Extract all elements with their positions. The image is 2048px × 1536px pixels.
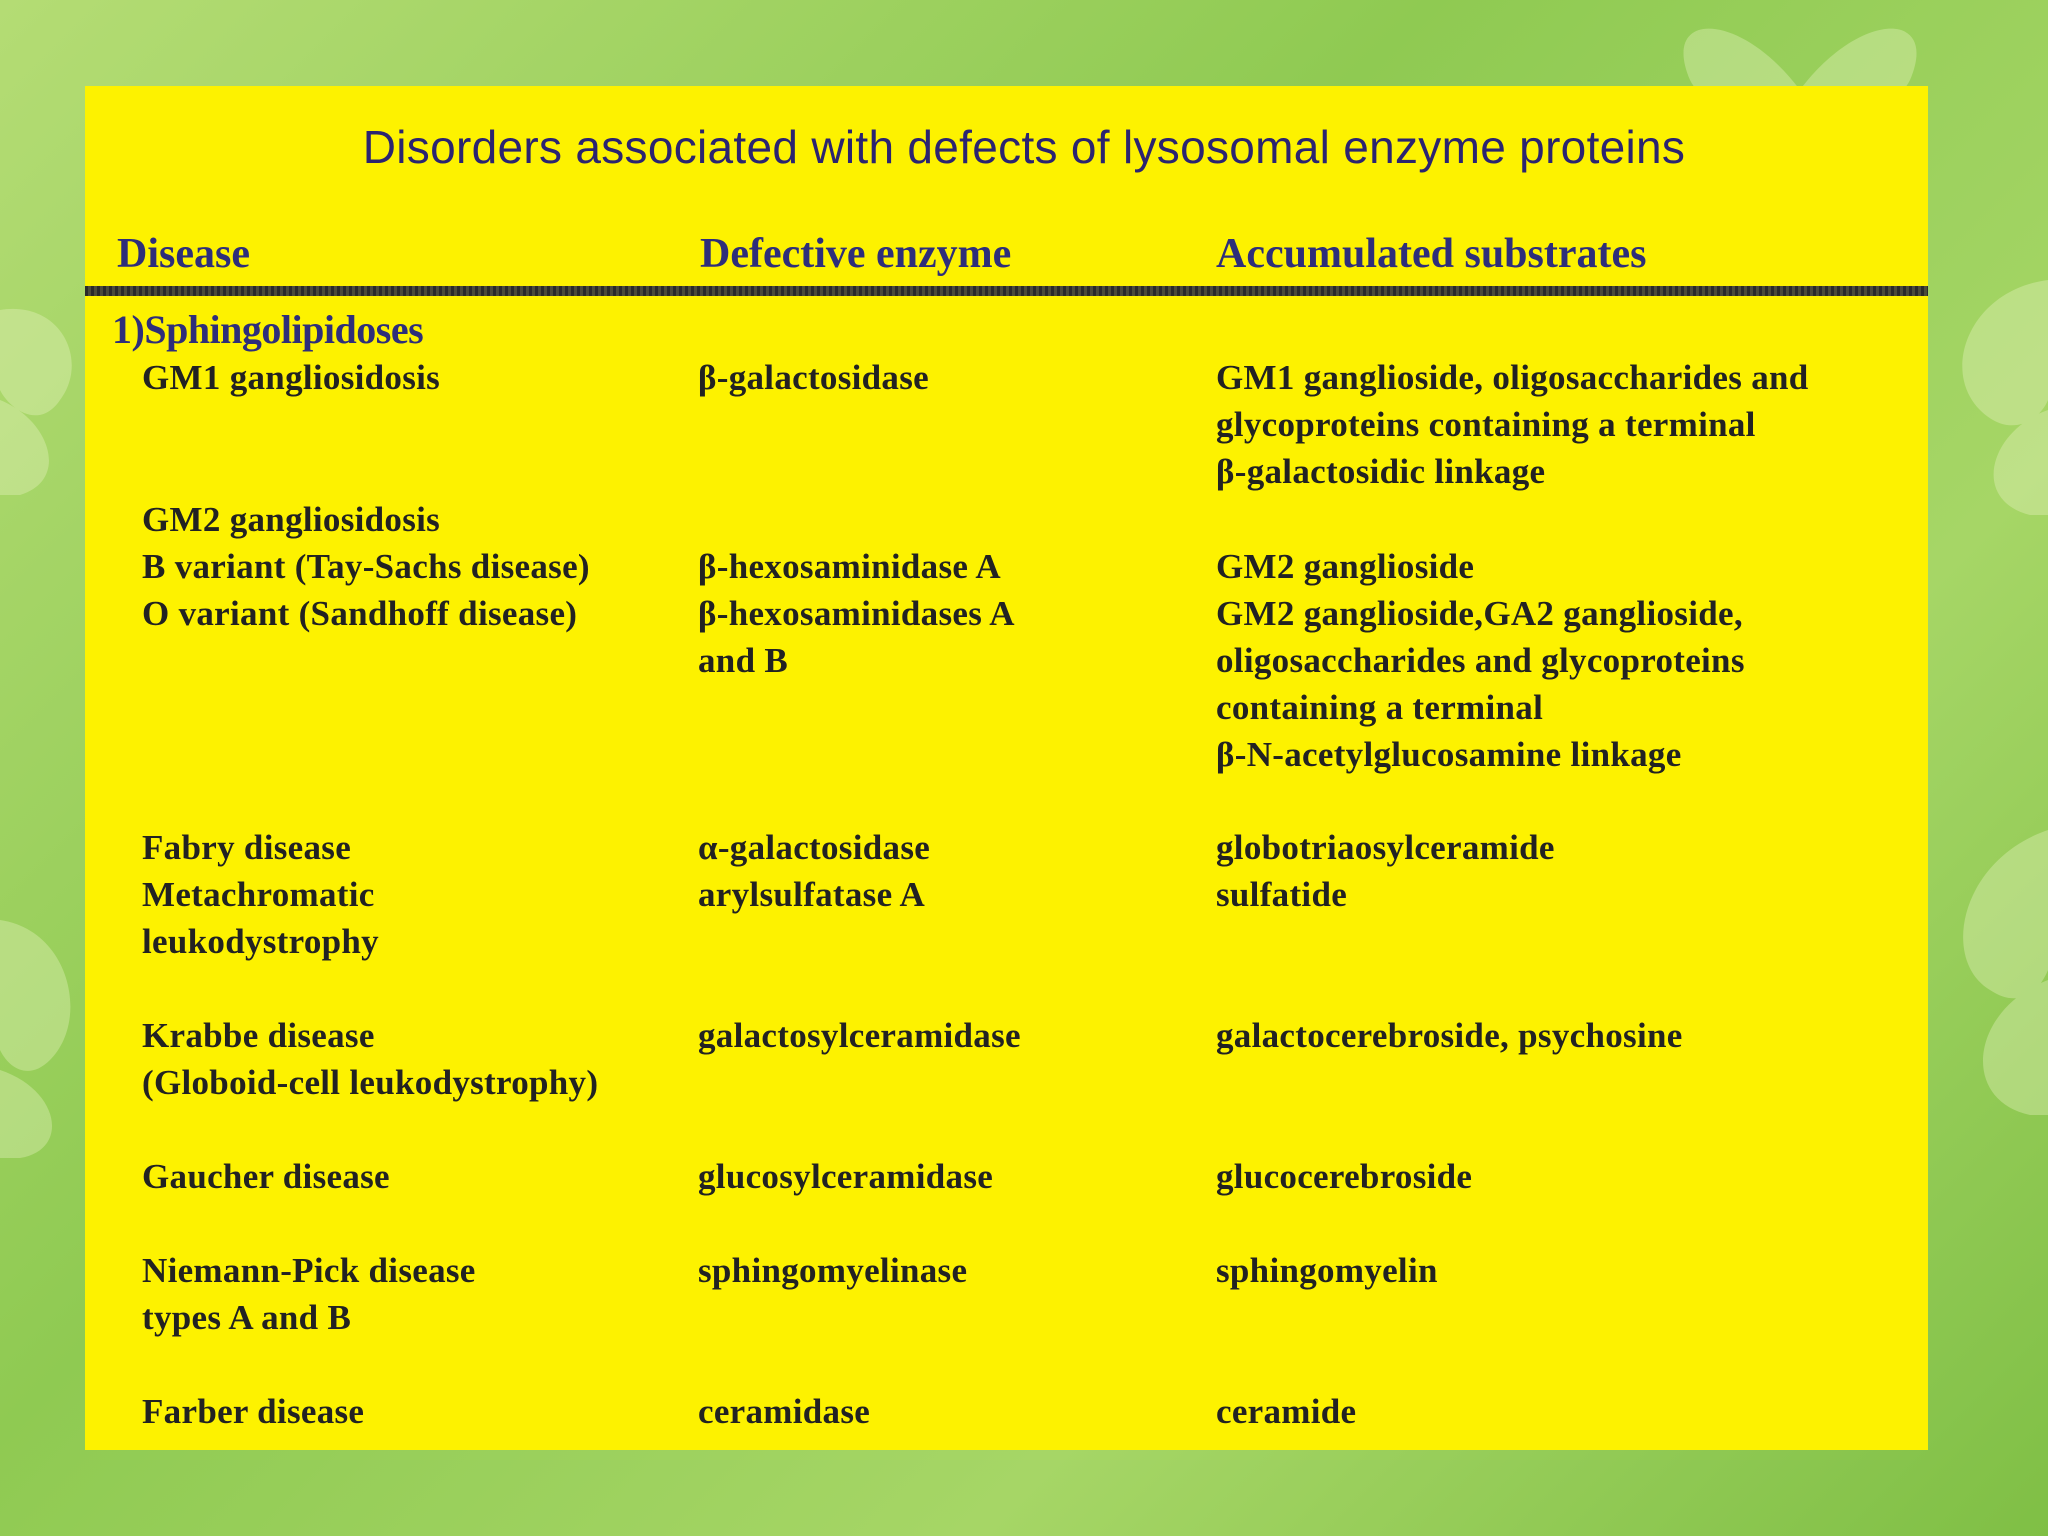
table-row-substrates: GM2 ganglioside (1216, 547, 1475, 586)
column-header-enzyme: Defective enzyme (700, 231, 1012, 277)
table-row-disease: Niemann-Pick disease types A and B (142, 1251, 476, 1337)
table-row-disease: B variant (Tay-Sachs disease) (142, 547, 590, 586)
table-row-enzyme: glucosylceramidase (698, 1157, 994, 1196)
table-row-enzyme: β-galactosidase (698, 358, 929, 397)
table-row-substrates: GM2 ganglioside,GA2 ganglioside, oligosaccharides and glycoproteins containing a terminal β-N-acetylglucosamine linkage (1216, 594, 1745, 774)
table-row-disease: GM2 gangliosidosis (142, 500, 441, 539)
table-row-enzyme: galactosylceramidase (698, 1016, 1021, 1055)
page-title: Disorders associated with defects of lysosomal enzyme proteins (362, 121, 1686, 173)
table-row-disease: Krabbe disease (Globoid-cell leukodystrophy) (142, 1016, 599, 1102)
butterfly-icon (1930, 260, 2048, 520)
table-row-disease: Farber disease (142, 1392, 365, 1431)
column-header-disease: Disease (117, 231, 250, 277)
column-header-substrates: Accumulated substrates (1216, 231, 1647, 277)
table-row-substrates: ceramide (1216, 1392, 1357, 1431)
table-row-enzyme: ceramidase (698, 1392, 871, 1431)
butterfly-icon (1930, 820, 2048, 1120)
table-row-enzyme: β-hexosaminidase A (698, 547, 1001, 586)
table-row-enzyme: α-galactosidase (698, 828, 931, 867)
table-row-substrates: sulfatide (1216, 875, 1348, 914)
table-row-disease: O variant (Sandhoff disease) (142, 594, 578, 633)
table-row-enzyme: arylsulfatase A (698, 875, 926, 914)
header-divider (85, 286, 1928, 296)
table-row-substrates: galactocerebroside, psychosine (1216, 1016, 1683, 1055)
table-row-disease: GM1 gangliosidosis (142, 358, 441, 397)
butterfly-icon (0, 900, 90, 1160)
table-row-disease: Gaucher disease (142, 1157, 390, 1196)
table-row-disease: Fabry disease (142, 828, 352, 867)
table-row-enzyme: β-hexosaminidases A and B (698, 594, 1015, 680)
table-row-substrates: globotriaosylceramide (1216, 828, 1555, 867)
table-row-substrates: GM1 ganglioside, oligosaccharides and glycoproteins containing a terminal β-galactosidic linkage (1216, 358, 1809, 491)
butterfly-icon (0, 280, 90, 500)
table-row-substrates: glucocerebroside (1216, 1157, 1473, 1196)
table-row-enzyme: sphingomyelinase (698, 1251, 968, 1290)
section-heading: 1)Sphingolipidoses (112, 307, 424, 352)
table-row-disease: Metachromatic leukodystrophy (142, 875, 379, 961)
table-row-substrates: sphingomyelin (1216, 1251, 1438, 1290)
